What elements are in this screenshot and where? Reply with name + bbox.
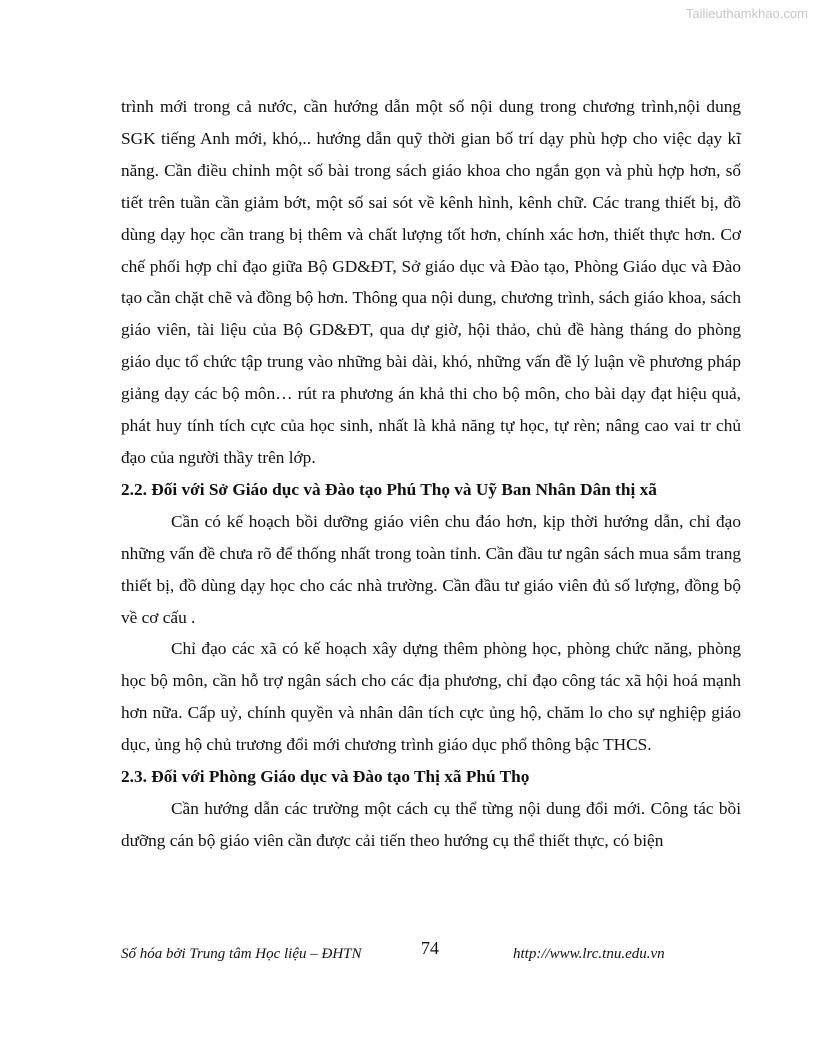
page-body xyxy=(121,91,741,857)
body-paragraph-2: Cần có kế hoạch bồi dưỡng giáo viên chu đáo hơn, kịp thời hướng dẫn, chỉ đạo những vấn đề chưa rõ để thống nhất trong toàn tỉnh. Cần đầu tư ngân sách mua sắm trang thiết bị, đồ dùng dạy học cho các nhà trường. Cần đầu tư giáo viên đủ số lượng, đồng bộ về cơ cấu . xyxy=(121,511,741,627)
section-heading-2-3: 2.3. Đối với Phòng Giáo dục và Đào tạo Thị xã Phú Thọ xyxy=(121,767,530,787)
page-footer xyxy=(121,938,741,968)
footer-url: http://www.lrc.tnu.edu.vn xyxy=(513,946,665,962)
body-paragraph-1: trình mới trong cả nước, cần hướng dẫn một số nội dung trong chương trình,nội dung SGK tiếng Anh mới, khó,.. hướng dẫn quỹ thời gian bố trí dạy phù hợp cho việc dạy kĩ năng. Cần điều chỉnh một số bài trong sách giáo khoa cho ngắn gọn và phù hợp hơn, số tiết trên tuần cần giảm bớt, một số sai sót về kênh hình, kênh chữ. Các trang thiết bị, đồ dùng dạy học cần trang bị thêm và chất lượng tốt hơn, chính xác hơn, thiết thực hơn. Cơ chế phối hợp chỉ đạo giữa Bộ GD&ĐT, Sở giáo dục và Đào tạo, Phòng Giáo dục và Đào tạo cần chặt chẽ và đồng bộ hơn. Thông qua nội dung, chương trình, sách giáo khoa, sách giáo viên, tài liệu của Bộ GD&ĐT, qua dự giờ, hội thảo, chủ đề hàng tháng do phòng giáo dục tổ chức tập trung vào những bài dài, khó, những vấn đề lý luận về phương pháp giảng dạy các bộ môn… rút ra phương án khả thi cho bộ môn, cho bài dạy đạt hiệu quả, phát huy tính tích cực của học sinh, nhất là khả năng tự học, tự rèn; nâng cao vai tr chủ đạo của người thầy trên lớp. xyxy=(121,97,741,467)
body-paragraph-4: Cần hướng dẫn các trường một cách cụ thể từng nội dung đổi mới. Công tác bồi dưỡng cán bộ giáo viên cần được cải tiến theo hướng cụ thể thiết thực, có biện xyxy=(121,798,741,850)
section-heading-2-2: 2.2. Đối với Sở Giáo dục và Đào tạo Phú Thọ và Uỹ Ban Nhân Dân thị xã xyxy=(121,479,657,499)
watermark-text: Tailieuthamkhao.com xyxy=(685,6,808,21)
page-number: 74 xyxy=(421,938,439,958)
body-paragraph-3: Chỉ đạo các xã có kế hoạch xây dựng thêm phòng học, phòng chức năng, phòng học bộ môn, cần hỗ trợ ngân sách cho các địa phương, chỉ đạo công tác xã hội hoá mạnh hơn nữa. Cấp uỷ, chính quyền và nhân dân tích cực ủng hộ, chăm lo cho sự nghiệp giáo dục, ủng hộ chủ trương đổi mới chương trình giáo dục phổ thông bậc THCS. xyxy=(121,639,741,755)
footer-digitized-by: Số hóa bởi Trung tâm Học liệu – ĐHTN xyxy=(121,946,362,962)
